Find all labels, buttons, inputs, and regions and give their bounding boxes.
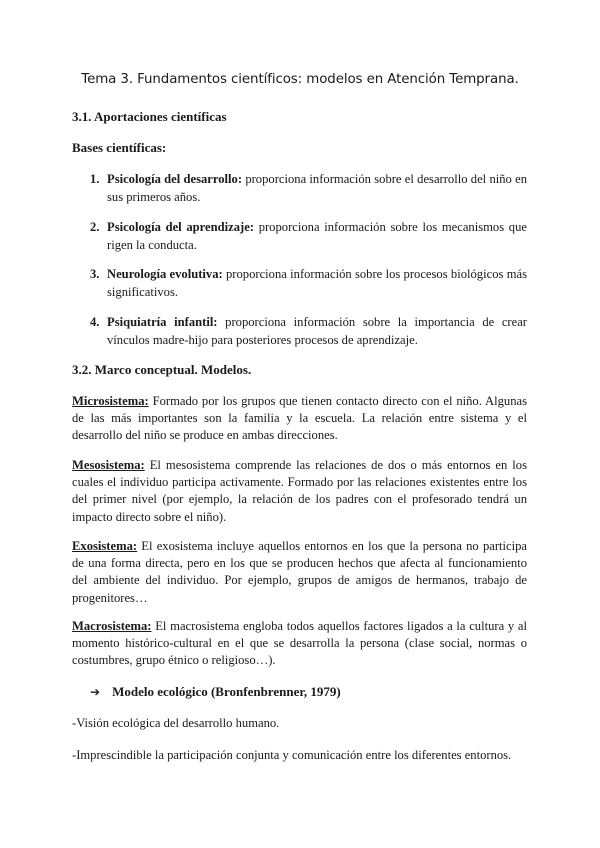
term-macrosistema: Macrosistema:	[72, 619, 152, 633]
paragraph-macrosistema	[72, 618, 527, 670]
list-text: proporciona información sobre los mecanismos que rigen la conducta.	[107, 220, 527, 252]
paragraph-text: El macrosistema engloba todos aquellos factores ligados a la cultura y al momento histórico-cultural en el que se desarrolla la persona (clase social, normas o costumbres, grupo étnico o religioso…).	[72, 619, 528, 668]
paragraph-microsistema	[72, 393, 527, 445]
paragraph-text: El exosistema incluye aquellos entornos en los que la persona no participa de una forma directa, pero en los que se producen hechos que afecta al funcionamiento del ambiente del individuo. Por ejemplo, grupos de amigos de hermanos, trabajo de progenitores…	[72, 539, 528, 605]
list-number: 3.	[90, 267, 100, 281]
line-participacion-conjunta: -Imprescindible la participación conjunta y comunicación entre los diferentes entornos.	[72, 748, 512, 762]
arrow-icon: ➔	[90, 685, 101, 699]
list-item	[90, 266, 527, 301]
list-number: 4.	[90, 315, 100, 329]
model-heading	[90, 684, 341, 700]
term-exosistema: Exosistema:	[72, 539, 138, 553]
paragraph-text: Formado por los grupos que tienen contacto directo con el niño. Algunas de las más importantes son la familia y la escuela. La relación entre sistema y el desarrollo del niño se produce en ambas direcciones.	[72, 394, 527, 443]
paragraph-text: El mesosistema comprende las relaciones de dos o más entornos en los cuales el individuo participa activamente. Formado por las relaciones existentes entre los del primer nivel (por ejemplo, la relación de los padres con el profesorado tendrá un impacto directo sobre el niño).	[72, 458, 527, 524]
model-label: Modelo ecológico (Bronfenbrenner, 1979)	[112, 684, 341, 699]
list-item	[90, 171, 527, 206]
list-term: Psicología del desarrollo:	[107, 172, 243, 186]
paragraph-exosistema	[72, 538, 527, 607]
page-title: Tema 3. Fundamentos científicos: modelos en Atención Temprana.	[81, 72, 519, 87]
subheading-bases-cientificas: Bases científicas:	[72, 140, 167, 155]
list-text: proporciona información sobre la importancia de crear vínculos madre-hijo para posteriores procesos de aprendizaje.	[107, 315, 528, 347]
term-mesosistema: Mesosistema:	[72, 458, 145, 472]
section-heading-marco-conceptual: 3.2. Marco conceptual. Modelos.	[72, 362, 252, 377]
list-item	[90, 314, 527, 349]
line-vision-ecologica: -Visión ecológica del desarrollo humano.	[72, 716, 280, 730]
list-term: Psicología del aprendizaje:	[107, 220, 254, 234]
paragraph-mesosistema	[72, 457, 527, 526]
list-item	[90, 219, 527, 254]
list-number: 1.	[90, 172, 100, 186]
list-text: proporciona información sobre el desarrollo del niño en sus primeros años.	[107, 172, 527, 204]
term-microsistema: Microsistema:	[72, 394, 149, 408]
section-heading-aportaciones: 3.1. Aportaciones científicas	[72, 109, 227, 124]
list-term: Psiquiatría infantil:	[107, 315, 218, 329]
list-number: 2.	[90, 220, 100, 234]
list-text: proporciona información sobre los procesos biológicos más significativos.	[107, 267, 527, 299]
list-term: Neurología evolutiva:	[107, 267, 223, 281]
